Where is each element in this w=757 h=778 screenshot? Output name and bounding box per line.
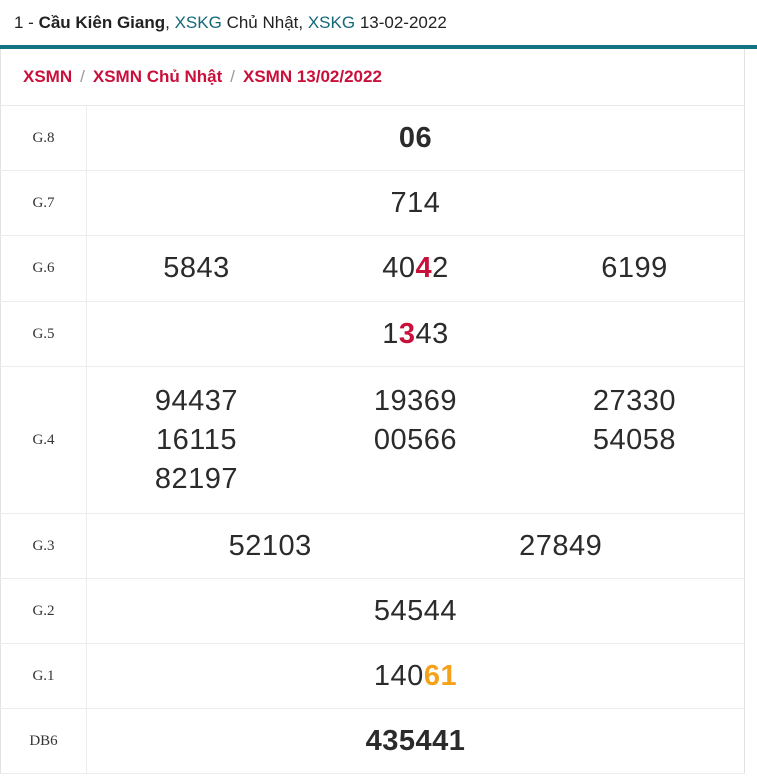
prize-values-g3 <box>87 514 745 579</box>
prize-label-g6: G.6 <box>1 236 87 302</box>
number-g3-1: 27849 <box>519 529 603 562</box>
number-g6-1-part-a: 40 <box>382 252 416 284</box>
prize-values-g1 <box>87 644 745 709</box>
prize-values-g2 <box>87 579 745 644</box>
table-row-g1 <box>1 644 745 709</box>
number-g8-0: 06 <box>398 121 433 154</box>
prize-label-g3: G.3 <box>1 514 87 579</box>
number-g6-0: 5843 <box>163 252 230 284</box>
page-title <box>0 0 757 33</box>
table-row-g8 <box>1 106 745 171</box>
page-title-prefix: 1 - <box>14 13 39 32</box>
number-g4-0: 94437 <box>154 384 239 417</box>
number-g5-0 <box>87 318 744 351</box>
page-title-link-day-code: XSKG <box>174 13 222 32</box>
number-g1-0-part-a: 140 <box>373 659 424 692</box>
prize-values-g4-line-3 <box>87 463 744 496</box>
page-title-date-label: 13-02-2022 <box>355 13 447 32</box>
number-g7-0: 714 <box>390 186 441 219</box>
page-title-comma-2: , <box>298 13 308 32</box>
prize-values-g4-line-1 <box>87 385 744 418</box>
prize-label-g4: G.4 <box>1 367 87 514</box>
table-row-db6 <box>1 709 745 774</box>
number-g6-2: 6199 <box>601 252 668 284</box>
prize-label-g1: G.1 <box>1 644 87 709</box>
prize-values-g7 <box>87 171 745 236</box>
number-g1-0-highlight: 61 <box>423 659 458 692</box>
number-g5-0-part-b: 43 <box>415 317 449 350</box>
prize-label-g8: G.8 <box>1 106 87 171</box>
table-row-g4 <box>1 367 745 514</box>
number-g6-1-part-b: 2 <box>432 252 449 284</box>
breadcrumb-separator-2: / <box>230 67 235 86</box>
table-row-g5 <box>1 302 745 367</box>
prize-values-g4 <box>87 367 745 514</box>
number-g4-6: 82197 <box>154 462 239 495</box>
number-g5-0-highlight: 3 <box>398 317 416 350</box>
prize-values-g8 <box>87 106 745 171</box>
number-g4-5: 54058 <box>592 423 677 456</box>
page-title-link-date[interactable] <box>308 13 355 32</box>
number-g2-0: 54544 <box>373 594 458 627</box>
prize-values-g6 <box>87 236 745 302</box>
table-row-g2 <box>1 579 745 644</box>
page-title-province: Cầu Kiên Giang <box>38 13 166 32</box>
prize-label-g5: G.5 <box>1 302 87 367</box>
breadcrumb-item-date[interactable]: XSMN 13/02/2022 <box>242 67 382 86</box>
number-g3-0: 52103 <box>228 529 312 562</box>
breadcrumb-item-day[interactable]: XSMN Chủ Nhật <box>92 67 223 86</box>
lottery-results-table <box>0 106 745 774</box>
number-g6-1 <box>306 252 525 285</box>
number-g4-1: 19369 <box>373 384 458 417</box>
number-g4-2: 27330 <box>592 384 677 417</box>
breadcrumb-item-root[interactable]: XSMN <box>23 67 73 86</box>
table-row-g3 <box>1 514 745 579</box>
number-g6-1-highlight: 4 <box>415 252 433 284</box>
prize-values-db6 <box>87 709 745 774</box>
number-db6-0: 435441 <box>365 724 466 757</box>
page-title-comma-1: , <box>165 13 175 32</box>
number-g4-3: 16115 <box>156 423 237 456</box>
page-title-link-day[interactable] <box>175 13 222 32</box>
prize-values-g5 <box>87 302 745 367</box>
prize-label-g7: G.7 <box>1 171 87 236</box>
table-row-g7 <box>1 171 745 236</box>
number-g1-0 <box>87 660 744 693</box>
prize-label-g2: G.2 <box>1 579 87 644</box>
breadcrumb-separator-1: / <box>80 67 85 86</box>
page-title-day-label: Chủ Nhật <box>221 13 299 32</box>
number-g5-0-part-a: 1 <box>382 317 399 350</box>
prize-values-g4-line-2 <box>87 424 744 457</box>
page-title-link-date-code: XSKG <box>307 13 356 32</box>
prize-label-db6: DB6 <box>1 709 87 774</box>
number-g4-4: 00566 <box>373 423 458 456</box>
breadcrumb <box>0 49 745 106</box>
table-row-g6 <box>1 236 745 302</box>
